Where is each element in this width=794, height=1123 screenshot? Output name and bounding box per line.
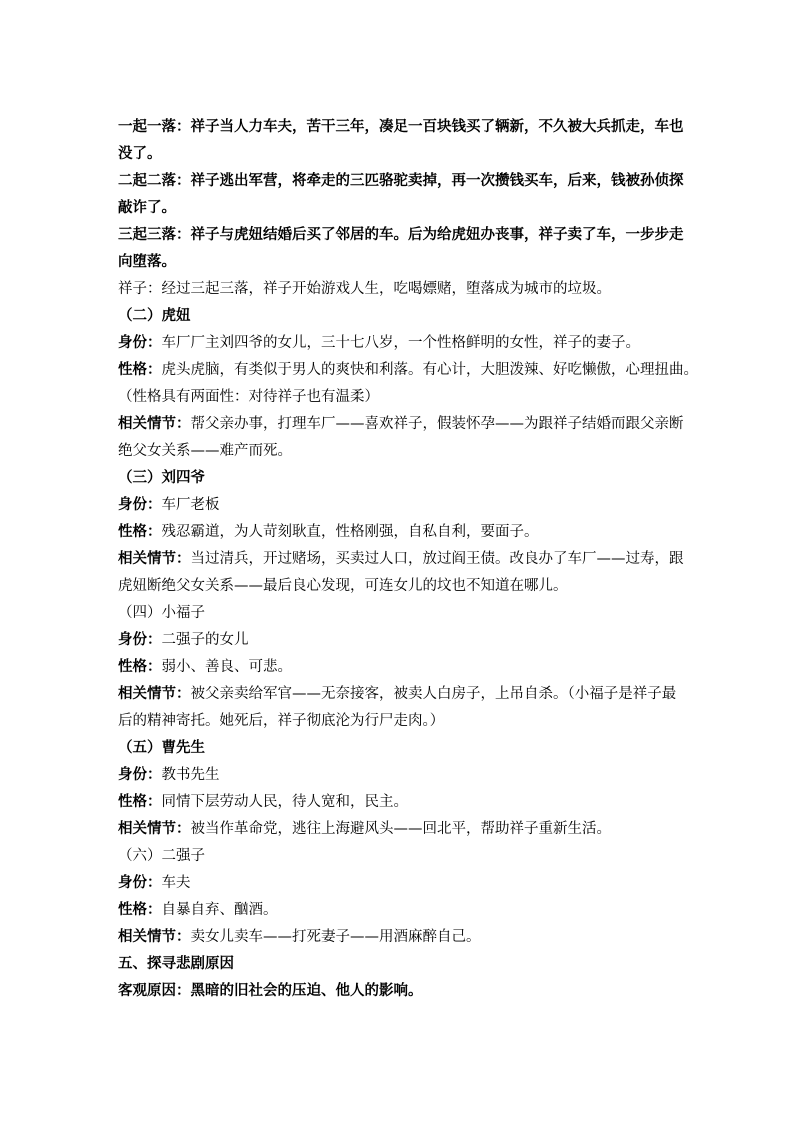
- plot-label: 相关情节：: [118, 821, 191, 837]
- plot-text: 被父亲卖给军官——无奈接客，被卖人白房子，上吊自杀。（小福子是祥子最: [190, 686, 677, 702]
- fall-one-line-2: 没了。: [118, 146, 162, 162]
- xiangzi-label: 祥子：: [118, 281, 162, 297]
- objective-text: 黑暗的旧社会的压迫、他人的影响。: [190, 983, 423, 999]
- objective-label: 客观原因：: [118, 983, 191, 999]
- plot-text: 当过清兵，开过赌场，买卖过人口，放过阎王债。改良办了车厂——过寿，跟: [190, 551, 684, 567]
- huniu-plot-line-1: [118, 415, 688, 434]
- xiaofuzi-plot-line-1: [118, 685, 688, 704]
- section-heading-cao: （五）曹先生: [118, 740, 205, 756]
- xiaofuzi-identity: [118, 631, 688, 650]
- plot-label: 相关情节：: [118, 416, 191, 432]
- character-label: 性格：: [118, 794, 162, 810]
- plot-text: 帮父亲办事，打理车厂——喜欢祥子，假装怀孕——为跟祥子结婚而跟父亲断: [190, 416, 684, 432]
- liusiye-plot-line-2: 虎妞断绝父女关系——最后良心发现，可连女儿的坟也不知道在哪儿。: [118, 578, 568, 594]
- huniu-plot-line-2: 绝父女关系——难产而死。: [118, 443, 292, 459]
- cao-identity: [118, 766, 688, 785]
- xiangzi-text: 经过三起三落，祥子开始游戏人生，吃喝嫖赌，堕落成为城市的垃圾。: [161, 281, 611, 297]
- character-text: 弱小、善良、可悲。: [161, 659, 292, 675]
- erqiangzi-identity: [118, 874, 688, 893]
- liusiye-plot-line-1: [118, 550, 688, 569]
- identity-text: 车厂老板: [161, 497, 220, 513]
- section-heading-erqiangzi: （六）二强子: [118, 848, 205, 864]
- fall-two-line-2: 敲诈了。: [118, 200, 176, 216]
- character-text: 残忍霸道，为人苛刻耿直，性格刚强，自私自利，要面子。: [161, 524, 539, 540]
- identity-text: 教书先生: [161, 767, 220, 783]
- character-label: 性格：: [118, 902, 162, 918]
- cao-character: [118, 793, 688, 812]
- erqiangzi-character: [118, 901, 688, 920]
- fall-three-line-1: 三起三落：祥子与虎妞结婚后买了邻居的车。后为给虎妞办丧事，祥子卖了车，一步步走: [118, 227, 684, 243]
- plot-label: 相关情节：: [118, 929, 191, 945]
- identity-text: 车厂厂主刘四爷的女儿，三十七八岁，一个性格鲜明的女性，祥子的妻子。: [161, 335, 640, 351]
- identity-label: 身份：: [118, 767, 162, 783]
- huniu-character: [118, 361, 698, 380]
- plot-text: 卖女儿卖车——打死妻子——用酒麻醉自己。: [190, 929, 481, 945]
- liusiye-character: [118, 523, 688, 542]
- character-label: 性格：: [118, 362, 162, 378]
- plot-label: 相关情节：: [118, 551, 191, 567]
- plot-label: 相关情节：: [118, 686, 191, 702]
- huniu-character-note: （性格具有两面性：对待祥子也有温柔）: [118, 389, 379, 405]
- huniu-identity: [118, 334, 688, 353]
- character-label: 性格：: [118, 659, 162, 675]
- identity-text: 车夫: [161, 875, 191, 891]
- section-heading-huniu: （二）虎妞: [118, 308, 191, 324]
- liusiye-identity: [118, 496, 688, 515]
- identity-label: 身份：: [118, 632, 162, 648]
- identity-label: 身份：: [118, 335, 162, 351]
- character-label: 性格：: [118, 524, 162, 540]
- fall-three-line-2: 向堕落。: [118, 254, 176, 270]
- character-text: 虎头虎脑，有类似于男人的爽快和利落。有心计，大胆泼辣、好吃懒傲，心理扭曲。: [161, 362, 698, 378]
- tragedy-objective: [118, 982, 688, 1001]
- document-body: [118, 118, 698, 1001]
- xiaofuzi-character: [118, 658, 688, 677]
- tragedy-heading: 五、探寻悲剧原因: [118, 956, 234, 972]
- xiangzi-summary: [118, 280, 688, 299]
- identity-label: 身份：: [118, 875, 162, 891]
- cao-plot-line-1: [118, 820, 688, 839]
- character-text: 自暴自弃、酗酒。: [161, 902, 278, 918]
- fall-one-line-1: 一起一落：祥子当人力车夫，苦干三年，凑足一百块钱买了辆新，不久被大兵抓走，车也: [118, 119, 684, 135]
- xiaofuzi-plot-line-2: 后的精神寄托。她死后，祥子彻底沦为行尸走肉。）: [118, 713, 445, 729]
- character-text: 同情下层劳动人民，待人宽和，民主。: [161, 794, 408, 810]
- fall-two-line-1: 二起二落：祥子逃出军营，将牵走的三匹骆驼卖掉，再一次攒钱买车，后来，钱被孙侦探: [118, 173, 684, 189]
- identity-label: 身份：: [118, 497, 162, 513]
- plot-text: 被当作革命党，逃往上海避风头——回北平，帮助祥子重新生活。: [190, 821, 611, 837]
- section-heading-liusiye: （三）刘四爷: [118, 470, 205, 486]
- erqiangzi-plot-line-1: [118, 928, 688, 947]
- section-heading-xiaofuzi: （四）小福子: [118, 605, 205, 621]
- identity-text: 二强子的女儿: [161, 632, 249, 648]
